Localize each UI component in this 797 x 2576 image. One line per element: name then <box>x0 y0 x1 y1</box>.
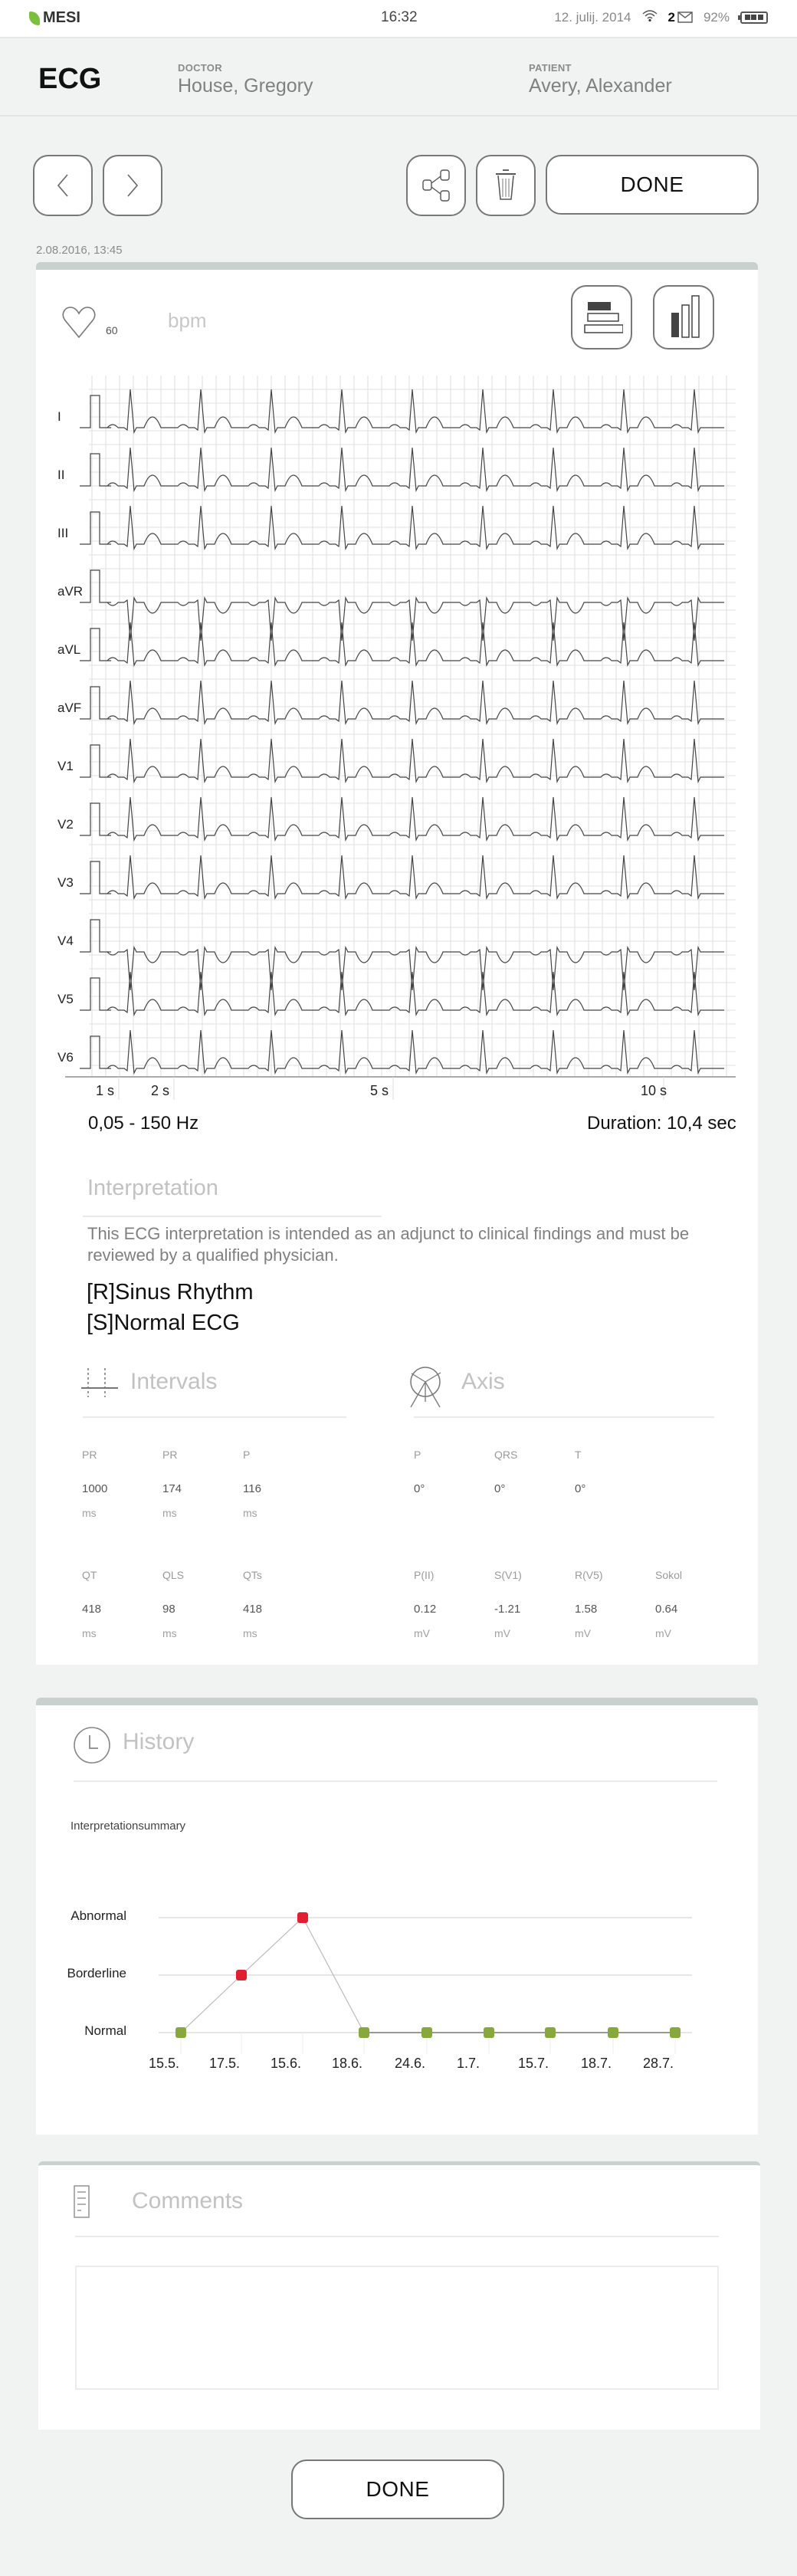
status-date: 12. julij. 2014 <box>554 9 631 25</box>
measure-label: QTs <box>243 1569 262 1581</box>
measure-value: 1.58 <box>575 1603 598 1616</box>
history-data-point[interactable] <box>421 2027 432 2038</box>
lead-label-v2: V2 <box>57 817 74 832</box>
history-data-point[interactable] <box>175 2027 186 2038</box>
history-data-point[interactable] <box>545 2027 556 2038</box>
interpretation-line: [R]Sinus Rhythm <box>87 1280 254 1304</box>
history-date-label: 15.5. <box>149 2056 180 2071</box>
patient-label: PATIENT <box>529 62 572 74</box>
measure-label: QRS <box>494 1449 518 1461</box>
history-subtitle: Interpretationsummary <box>71 1820 186 1833</box>
history-date-label: 18.7. <box>581 2056 612 2071</box>
record-timestamp: 2.08.2016, 13:45 <box>36 244 123 257</box>
measure-value: 0.64 <box>655 1603 678 1616</box>
history-data-point[interactable] <box>484 2027 494 2038</box>
measure-unit: mV <box>494 1627 510 1639</box>
measure-unit: ms <box>82 1627 97 1639</box>
measure-value: 418 <box>82 1603 102 1616</box>
measure-label: R(V5) <box>575 1569 603 1581</box>
history-date-label: 24.6. <box>395 2056 426 2071</box>
history-date-label: 15.6. <box>271 2056 302 2071</box>
measure-label: PR <box>82 1449 97 1461</box>
heart-rate-unit: bpm <box>168 309 207 332</box>
time-tick-label: 10 s <box>641 1083 667 1098</box>
lead-label-avf: aVF <box>57 701 82 715</box>
lead-label-avl: aVL <box>57 642 81 657</box>
interpretation-title: Interpretation <box>87 1176 218 1200</box>
lead-label-v5: V5 <box>57 992 74 1006</box>
history-level-label: Abnormal <box>71 1908 126 1923</box>
lead-label-v6: V6 <box>57 1050 74 1065</box>
measure-unit: mV <box>575 1627 591 1639</box>
measure-label: QT <box>82 1569 97 1581</box>
measure-value: 418 <box>243 1603 263 1616</box>
history-data-point[interactable] <box>359 2027 369 2038</box>
measure-value: -1.21 <box>494 1603 521 1616</box>
battery-percent: 92% <box>703 9 730 25</box>
measure-label: S(V1) <box>494 1569 522 1581</box>
measure-value: 0.12 <box>414 1603 437 1616</box>
axis-title: Axis <box>461 1369 505 1394</box>
comments-input[interactable] <box>75 2266 719 2390</box>
measure-value: 0° <box>575 1482 586 1495</box>
status-time: 16:32 <box>381 9 418 25</box>
lead-label-v3: V3 <box>57 875 74 890</box>
measure-value: 98 <box>162 1603 175 1616</box>
measure-unit: ms <box>243 1627 257 1639</box>
lead-label-v4: V4 <box>57 934 74 948</box>
done-button-top[interactable]: DONE <box>546 155 759 215</box>
time-tick-label: 2 s <box>151 1083 170 1098</box>
doctor-label: DOCTOR <box>178 62 222 74</box>
doctor-name: House, Gregory <box>178 75 313 97</box>
lead-label-i: I <box>57 409 61 424</box>
brand-name: MESI <box>43 9 80 26</box>
measure-label: QLS <box>162 1569 185 1581</box>
history-level-label: Normal <box>84 2023 126 2038</box>
history-date-label: 1.7. <box>457 2056 480 2071</box>
interpretation-disclaimer: This ECG interpretation is intended as an adjunct to clinical findings and must be reviewed by a qualified physician. <box>87 1224 690 1265</box>
history-data-point[interactable] <box>297 1912 308 1923</box>
patient-name: Avery, Alexander <box>529 75 672 97</box>
measure-unit: ms <box>243 1507 257 1519</box>
measure-label: Sokol <box>655 1569 683 1581</box>
measure-value: 0° <box>494 1482 506 1495</box>
measure-unit: ms <box>162 1507 177 1519</box>
measure-label: PR <box>162 1449 178 1461</box>
history-date-label: 15.7. <box>518 2056 549 2071</box>
interpretation-line: [S]Normal ECG <box>87 1311 240 1335</box>
history-date-label: 28.7. <box>643 2056 674 2071</box>
done-button-bottom[interactable]: DONE <box>291 2460 504 2519</box>
measure-unit: mV <box>414 1627 430 1639</box>
history-data-point[interactable] <box>236 1970 247 1980</box>
lead-label-ii: II <box>57 468 65 482</box>
measure-value: 0° <box>414 1482 425 1495</box>
measure-label: T <box>575 1449 582 1461</box>
history-date-label: 18.6. <box>332 2056 363 2071</box>
measure-unit: ms <box>162 1627 177 1639</box>
history-title: History <box>123 1729 195 1754</box>
measure-value: 116 <box>243 1482 261 1495</box>
measure-value: 174 <box>162 1482 182 1495</box>
intervals-title: Intervals <box>130 1369 218 1394</box>
time-tick-label: 1 s <box>96 1083 115 1098</box>
history-data-point[interactable] <box>670 2027 681 2038</box>
heart-rate-value: 60 <box>106 324 118 336</box>
history-data-point[interactable] <box>608 2027 618 2038</box>
history-level-label: Borderline <box>67 1966 126 1980</box>
page-title: ECG <box>38 63 102 95</box>
document-icon <box>74 2185 90 2223</box>
lead-label-iii: III <box>57 526 69 540</box>
measure-value: 1000 <box>82 1482 108 1495</box>
time-tick-label: 5 s <box>370 1083 389 1098</box>
measure-unit: mV <box>655 1627 671 1639</box>
measure-unit: ms <box>82 1507 97 1519</box>
message-count: 2 <box>667 9 675 25</box>
lead-label-v1: V1 <box>57 759 74 773</box>
recording-duration: Duration: 10,4 sec <box>587 1113 736 1134</box>
lead-label-avr: aVR <box>57 584 84 599</box>
comments-title: Comments <box>132 2188 244 2213</box>
measure-label: P <box>243 1449 251 1461</box>
measure-label: P <box>414 1449 421 1461</box>
filter-range: 0,05 - 150 Hz <box>88 1113 199 1134</box>
history-date-label: 17.5. <box>209 2056 241 2071</box>
comments-divider <box>75 2236 719 2237</box>
measure-label: P(II) <box>414 1569 435 1581</box>
